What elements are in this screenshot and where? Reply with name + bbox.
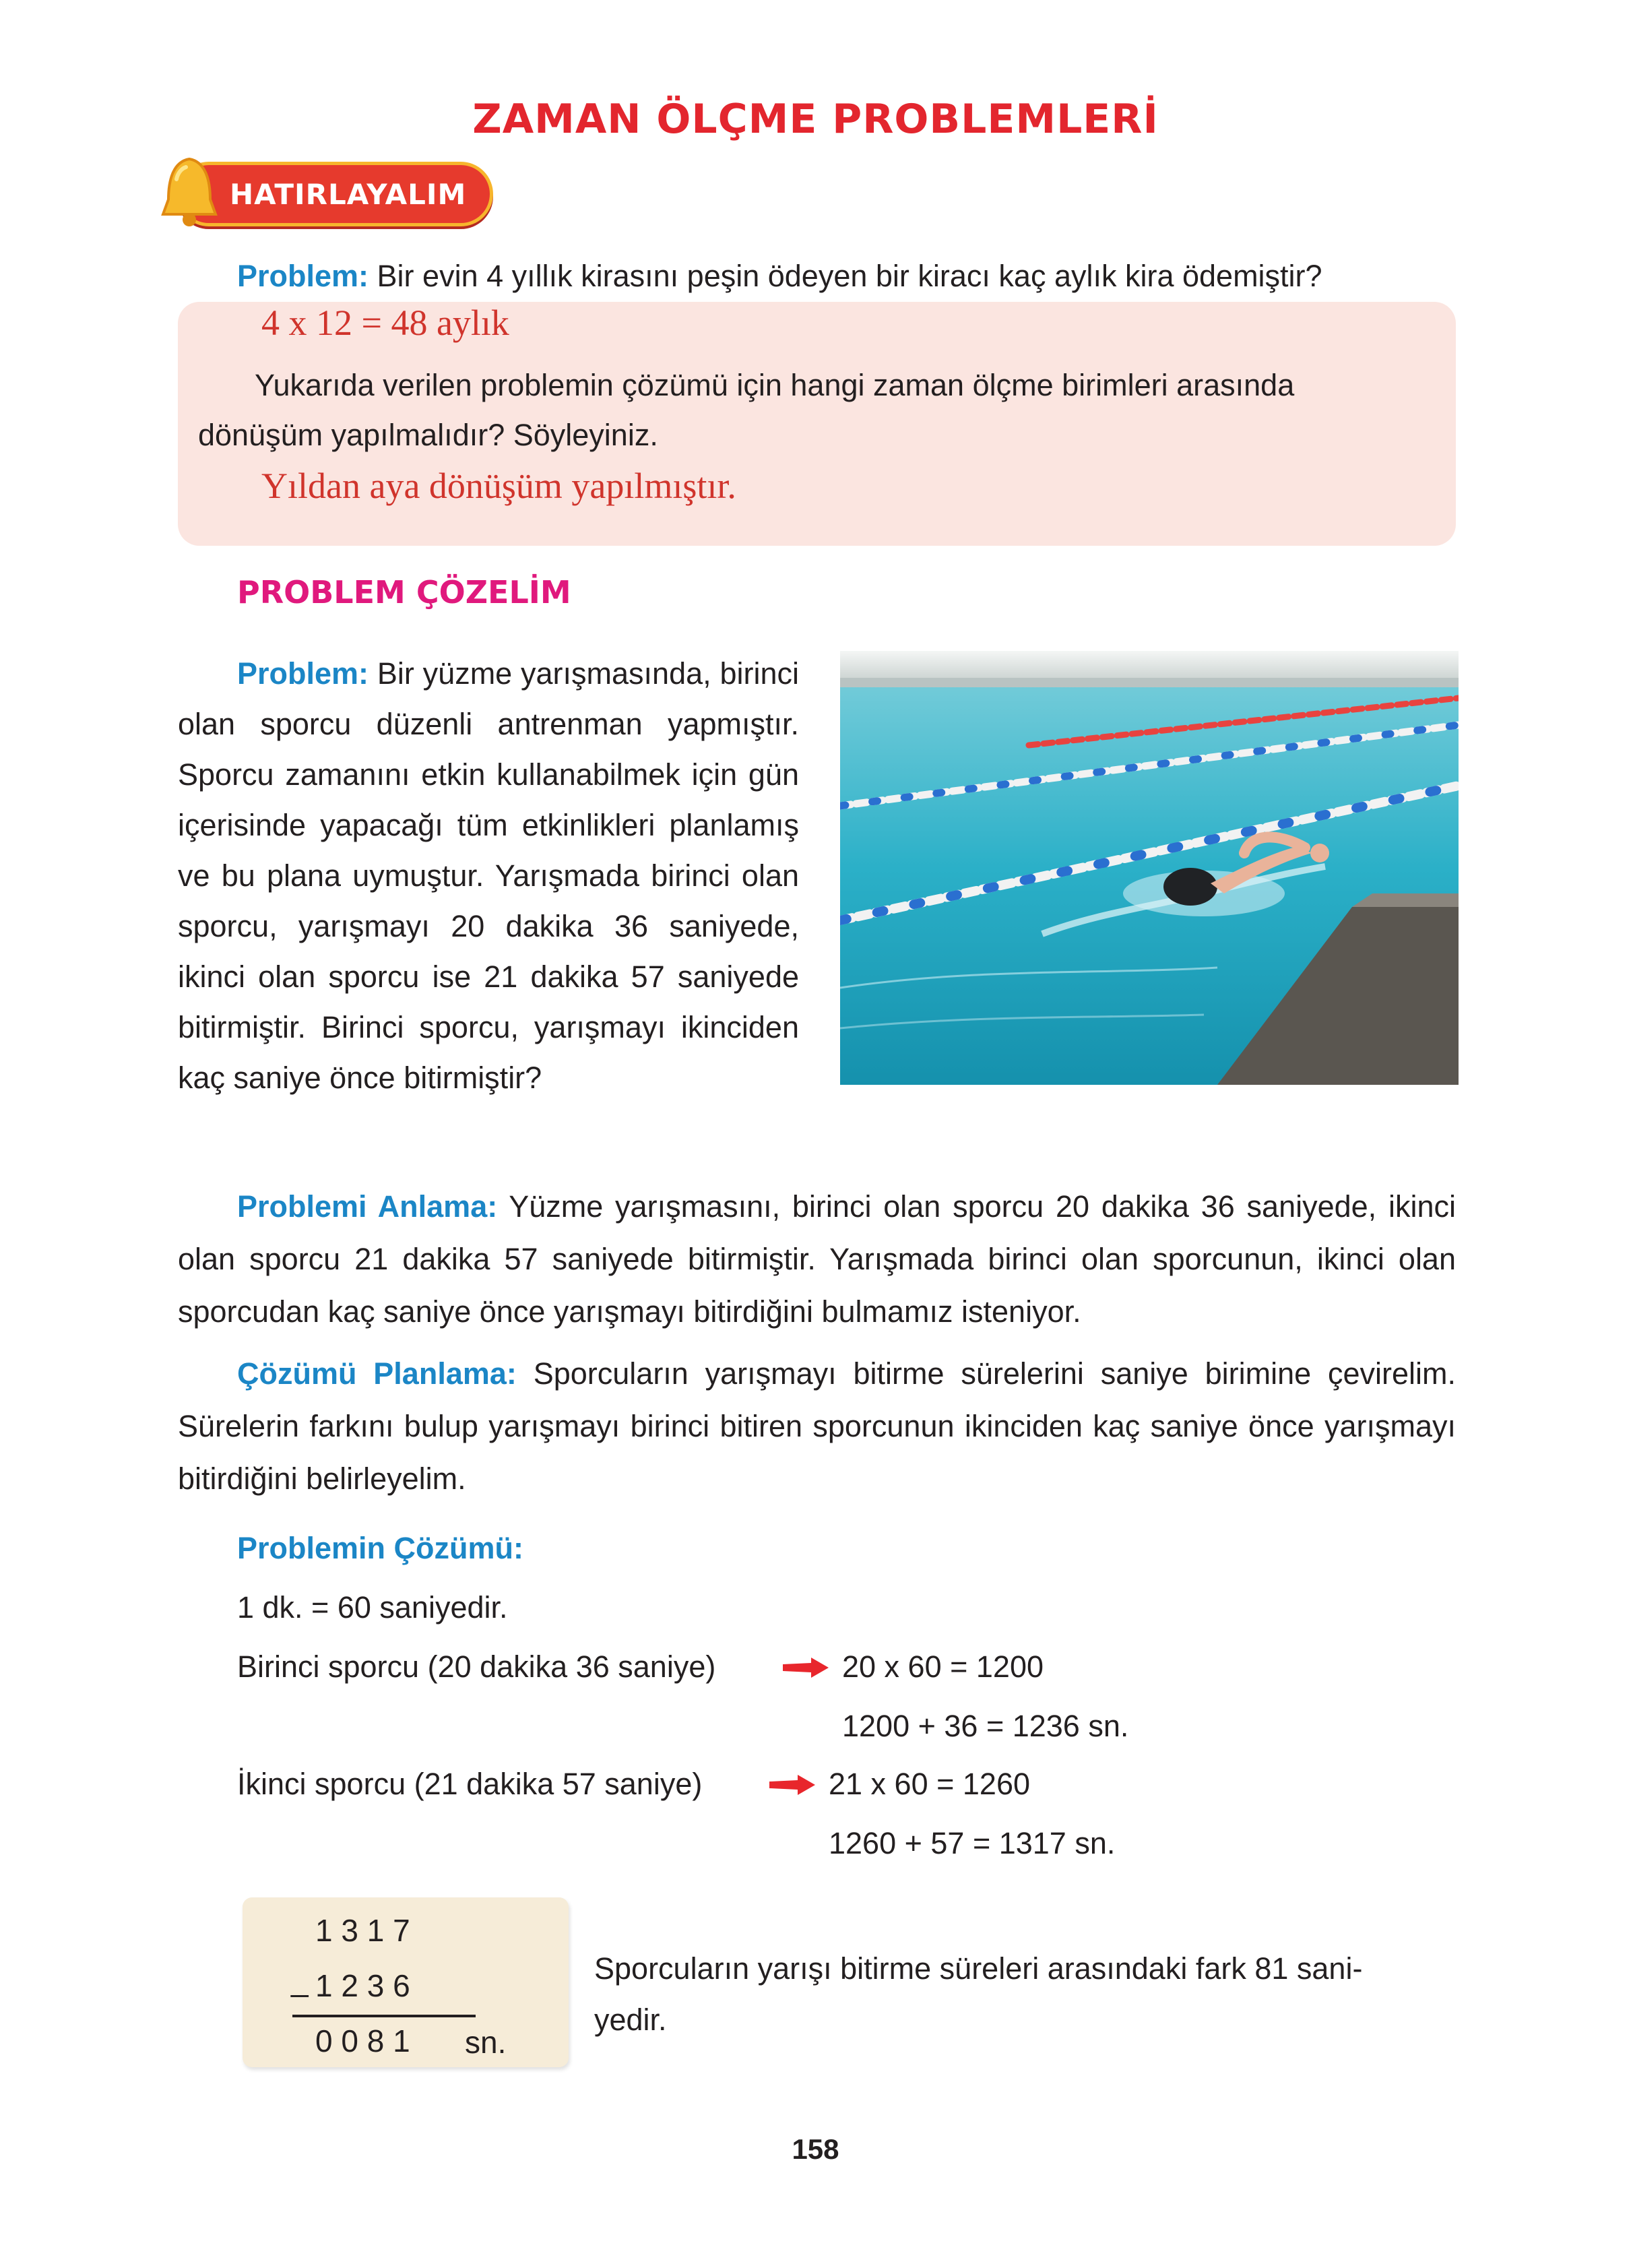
review-question-line1: Yukarıda verilen problemin çözümü için hangi zaman ölçme birimleri arasında — [255, 368, 1295, 402]
subtraction-unit: sn. — [465, 2025, 507, 2060]
subtraction-top: 1 3 1 7 — [315, 1913, 410, 1948]
swimming-problem — [178, 648, 799, 1103]
first-athlete-label: Birinci sporcu (20 dakika 36 saniye) — [237, 1649, 716, 1684]
conclusion-line2: yedir. — [594, 2003, 667, 2037]
first-calc-1: 20 x 60 = 1200 — [842, 1649, 1044, 1684]
first-calc-2: 1200 + 36 = 1236 sn. — [842, 1709, 1129, 1743]
section-title: PROBLEM ÇÖZELİM — [237, 574, 571, 610]
hatirlayalim-badge — [177, 162, 493, 226]
swimming-pool-photo — [840, 651, 1459, 1085]
understanding-label: Problemi Anlama: — [237, 1189, 498, 1224]
review-problem-label: Problem: — [237, 259, 369, 293]
review-problem-text: Bir evin 4 yıllık kirasını peşin ödeyen bir kiracı kaç aylık kira ödemiştir? — [377, 259, 1322, 293]
conclusion-line1: Sporcuların yarışı bitirme süreleri arasındaki fark 81 sani- — [594, 1951, 1363, 1986]
red-arrow-icon — [781, 1656, 830, 1679]
subtraction-line — [292, 2015, 476, 2017]
understanding-text: Yüzme yarışmasını, birinci olan sporcu 20 dakika 36 saniyede, ikinci olan sporcu 21 dakika 57 saniyede bitirmiştir. Yarışmada birinci olan sporcunun, ikinci olan sporcudan kaç saniye önce yarışmayı bitirdiğini bulmamız isteniyor. — [178, 1189, 1456, 1329]
planning-label: Çözümü Planlama: — [237, 1356, 517, 1391]
badge-label: HATIRLAYALIM — [230, 177, 467, 211]
second-calc-1: 21 x 60 = 1260 — [829, 1767, 1031, 1801]
page-number: 158 — [792, 2133, 839, 2165]
second-athlete-label: İkinci sporcu (21 dakika 57 saniye) — [237, 1767, 703, 1801]
bell-icon — [159, 152, 220, 233]
planning-section — [178, 1348, 1456, 1505]
handwritten-answer: 4 x 12 = 48 aylık — [261, 303, 509, 343]
solution-label: Problemin Çözümü: — [237, 1531, 523, 1565]
minus-sign: _ — [291, 1963, 309, 1998]
red-arrow-icon — [768, 1773, 817, 1796]
subtraction-result: 0 0 8 1 — [315, 2023, 410, 2058]
second-calc-2: 1260 + 57 = 1317 sn. — [829, 1826, 1116, 1860]
handwritten-answer-2: Yıldan aya dönüşüm yapılmıştır. — [261, 466, 736, 506]
review-question-line2: dönüşüm yapılmalıdır? Söyleyiniz. — [198, 418, 658, 452]
subtraction-bottom: 1 2 3 6 — [315, 1968, 410, 2003]
page-title: ZAMAN ÖLÇME PROBLEMLERİ — [472, 96, 1159, 143]
review-problem — [237, 251, 1322, 302]
planning-text: Sporcuların yarışmayı bitirme sürelerini saniye birimine çevirelim. Sürelerin farkını bulup yarışmayı birinci bitiren sporcunun ikinciden kaç saniye önce yarışmayı bitirdiğini belirleyelim. — [178, 1356, 1457, 1496]
swimming-problem-text: Bir yüzme yarışmasında, birinci olan sporcu düzenli antrenman yapmıştır. Sporcu zamanını etkin kullanabilmek için gün içerisinde yapacağı tüm etkinlikleri planlamış ve bu plana uymuştur. Yarışmada birinci olan sporcu, yarışmayı 20 dakika 36 saniyede, ikinci olan sporcu ise 21 dakika 57 saniyede bitirmiştir. Birinci sporcu, yarışmayı ikinciden kaç saniye önce bitirmiştir? — [178, 656, 799, 1095]
solution-line1: 1 dk. = 60 saniyedir. — [237, 1590, 508, 1625]
swimming-problem-label: Problem: — [237, 656, 369, 691]
understanding-section — [178, 1180, 1456, 1338]
